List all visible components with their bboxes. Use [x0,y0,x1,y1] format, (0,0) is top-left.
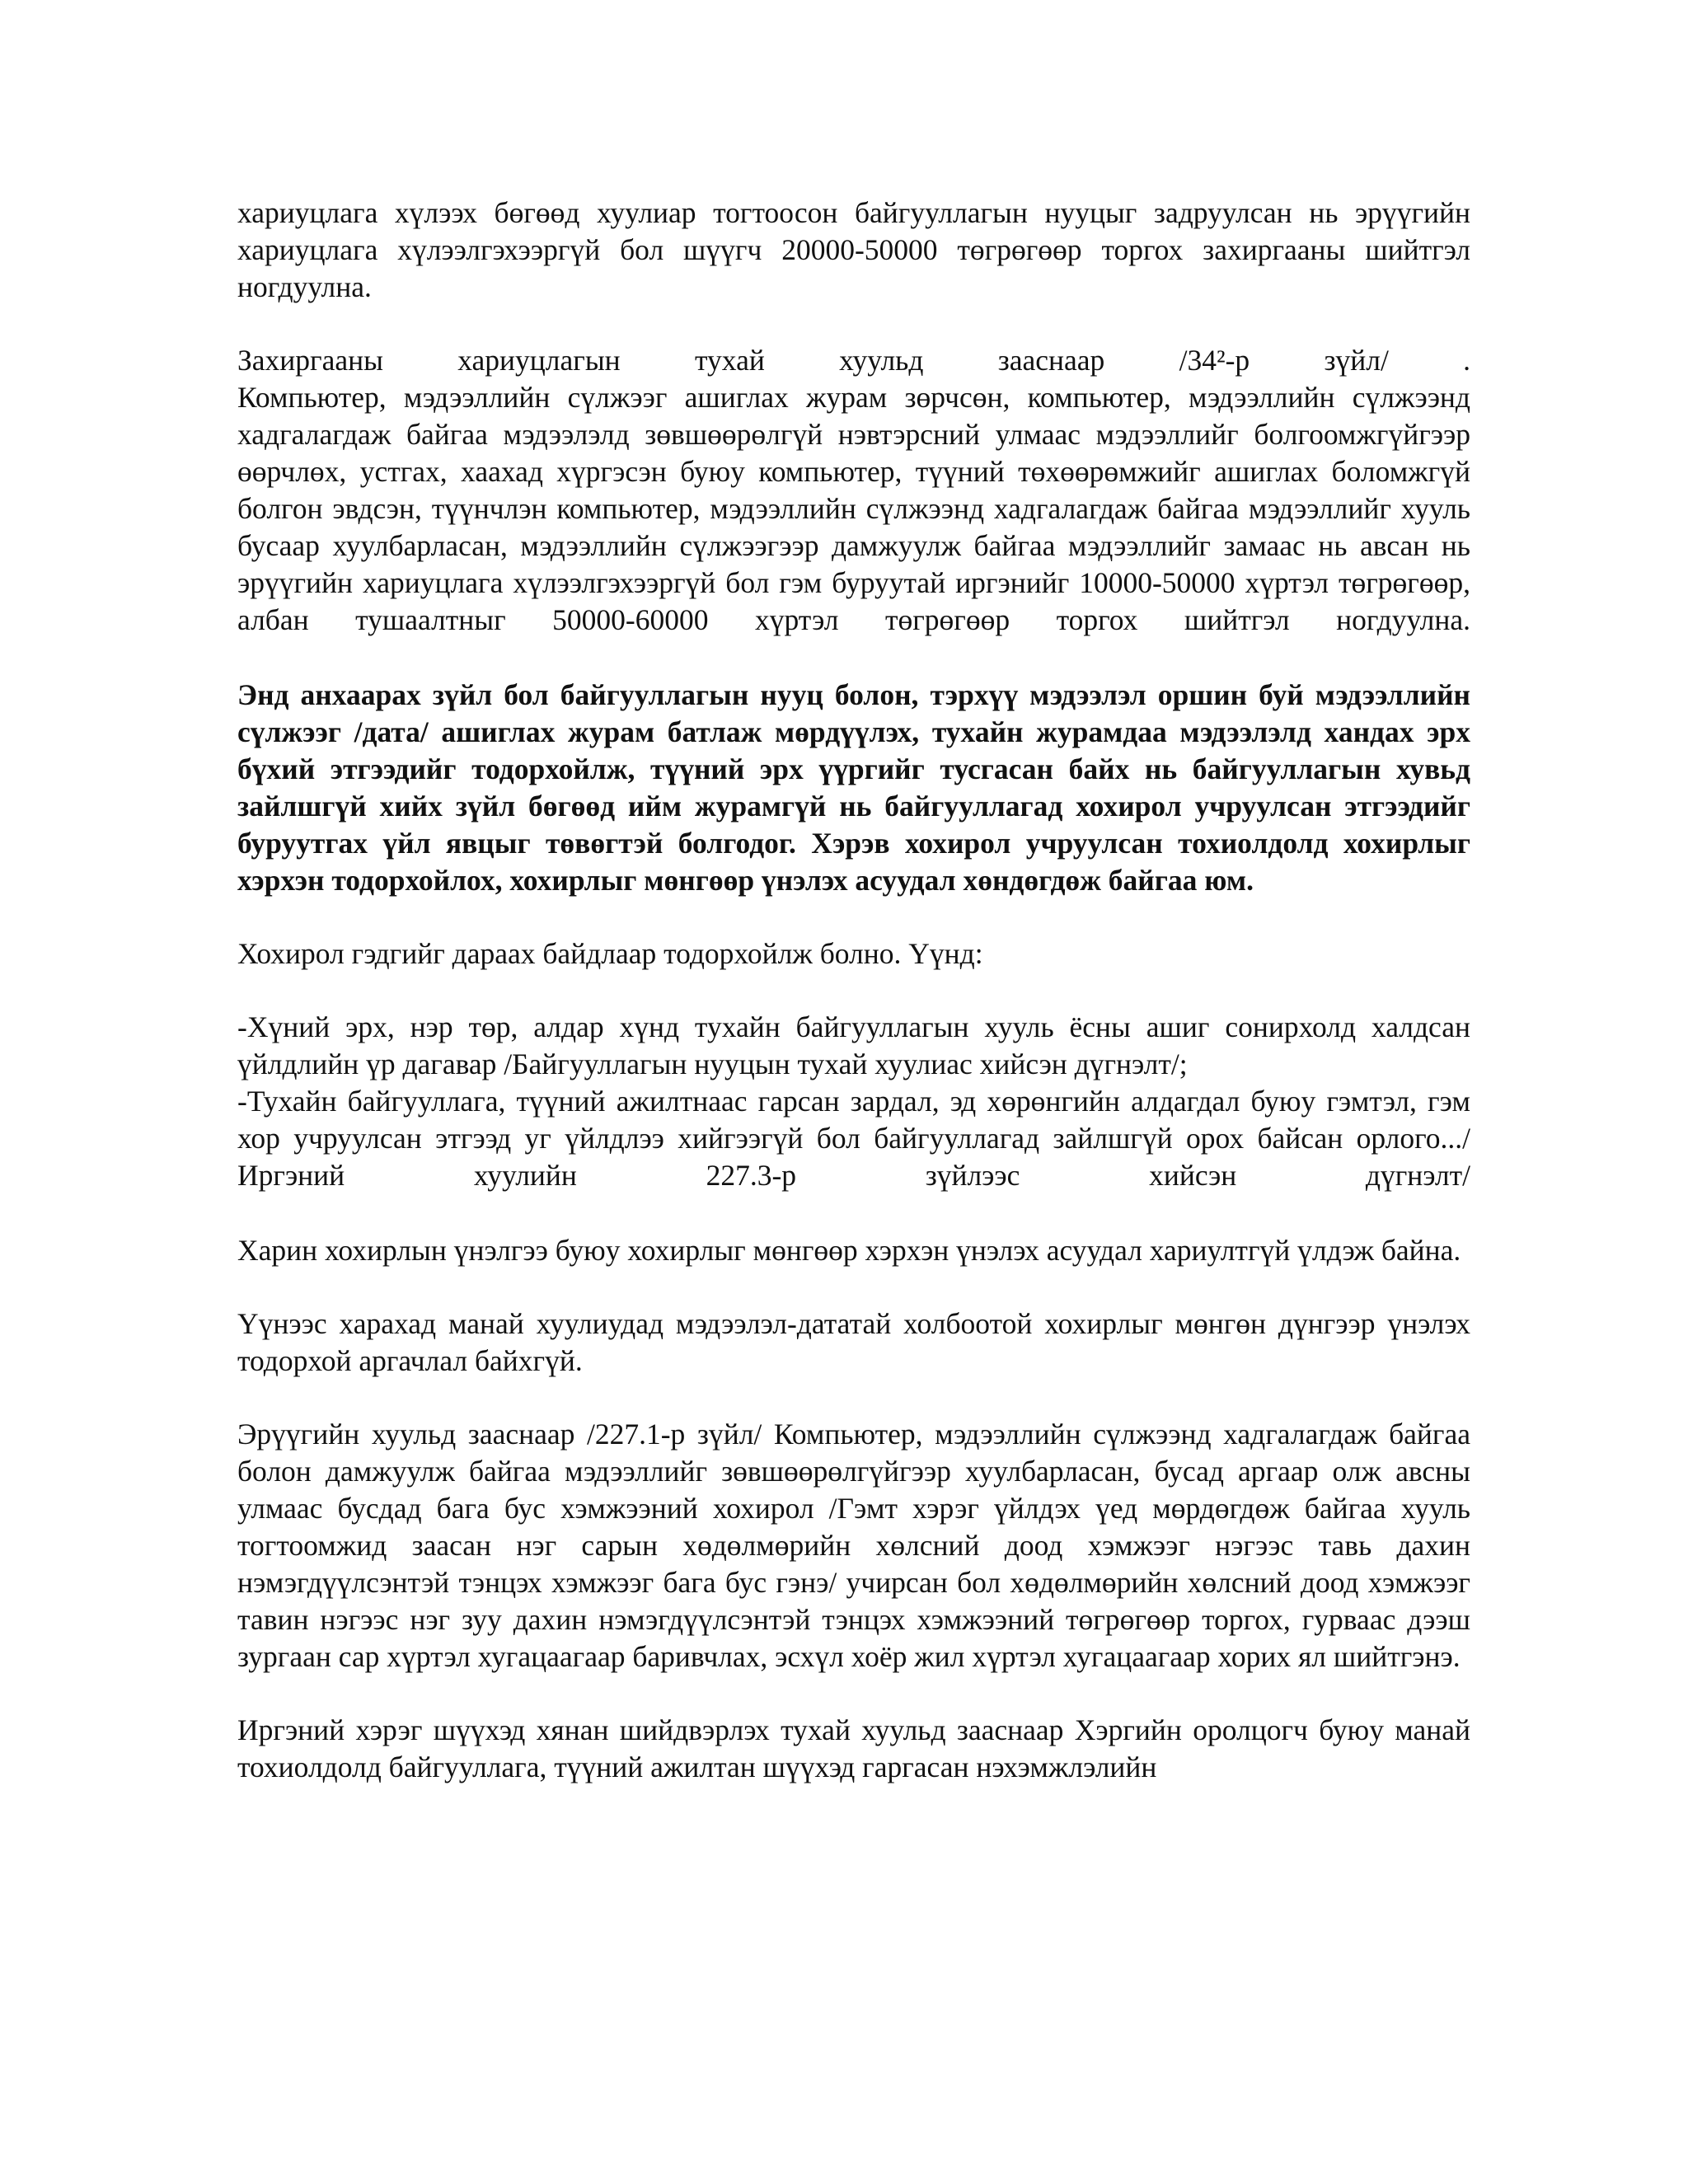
paragraph-3-bold: Энд анхаарах зүйл бол байгууллагын нууц болон, тэрхүү мэдээлэл оршин буй мэдээллийн сүлжээг /дата/ ашиглах журам батлаж мөрдүүлэх, тухайн журамдаа мэдээлэлд хандах эрх бүхий этгээдийг тодорхойлж, түүний эрх үүргийг тусгасан байх нь байгууллагын хувьд зайлшгүй хийх зүйл бөгөөд ийм журамгүй нь байгууллагад хохирол учруулсан этгээдийг буруутгах үйл явцыг төвөгтэй болгодог. Хэрэв хохирол учруулсан тохиолдолд хохирлыг хэрхэн тодорхойлох, хохирлыг мөнгөөр үнэлэх асуудал хөндөгдөж байгаа юм. [237,678,1470,897]
paragraph-7: Харин хохирлын үнэлгээ буюу хохирлыг мөнгөөр хэрхэн үнэлэх асуудал хариултгүй үлдэж байна. [237,1234,1461,1267]
paragraph-5: -Хүний эрх, нэр төр, алдар хүнд тухайн байгууллагын хууль ёсны ашиг сонирхолд халдсан үйлдлийн үр дагавар /Байгууллагын нууцын тухай хуулиас хийсэн дүгнэлт/; [237,1010,1470,1080]
paragraph-10: Иргэний хэрэг шүүхэд хянан шийдвэрлэх тухай хуульд зааснаар Хэргийн оролцогч буюу манай тохиолдолд байгууллага, түүний ажилтан шүүхэд гаргасан нэхэмжлэлийн [237,1713,1470,1783]
document-page [237,194,1470,1786]
paragraph-1: хариуцлага хүлээх бөгөөд хуулиар тогтоосон байгууллагын нууцыг задруулсан нь эрүүгийн хариуцлага хүлээлгэхээргүй бол шүүгч 20000-50000 төгрөгөөр торгох захиргааны шийтгэл ногдуулна. [237,196,1470,303]
paragraph-8: Үүнээс харахад манай хуулиудад мэдээлэл-дататай холбоотой хохирлыг мөнгөн дүнгээр үнэлэх тодорхой аргачлал байхгүй. [237,1307,1470,1377]
paragraph-4: Хохирол гэдгийг дараах байдлаар тодорхойлж болно. Үүнд: [237,937,983,970]
paragraph-9: Эрүүгийн хуульд зааснаар /227.1-р зүйл/ Компьютер, мэдээллийн сүлжээнд хадгалагдаж байгаа болон дамжуулж байгаа мэдээллийг зөвшөөрөлгүйгээр хуулбарласан, бусад аргаар олж авсны улмаас бусдад бага бус хэмжээний хохирол /Гэмт хэрэг үйлдэх үед мөрдөгдөж байгаа хууль тогтоомжид заасан нэг сарын хөдөлмөрийн хөлсний доод хэмжээг нэгээс тавь дахин нэмэгдүүлсэнтэй тэнцэх хэмжээг бага бус гэнэ/ учирсан бол хөдөлмөрийн хөлсний доод хэмжээг тавин нэгээс нэг зуу дахин нэмэгдүүлсэнтэй тэнцэх хэмжээний төгрөгөөр торгох, гурваас дээш зургаан сар хүртэл хугацаагаар баривчлах, эсхүл хоёр жил хүртэл хугацаагаар хорих ял шийтгэнэ. [237,1418,1470,1673]
paragraph-2 [237,342,1470,639]
paragraph-2-first-line: Захиргааны хариуцлагын тухай хуульд зааснаар /34²-р зүйл/ . [237,344,1470,377]
paragraph-6: -Тухайн байгууллага, түүний ажилтнаас гарсан зардал, эд хөрөнгийн алдагдал буюу гэмтэл, гэм хор учруулсан этгээд уг үйлдлээ хийгээгүй бол байгууллагад зайлшгүй орох байсан орлого.../Иргэний хуулийн 227.3-р зүйлээс хийсэн дүгнэлт/ [237,1085,1470,1192]
paragraph-2-body: Компьютер, мэдээллийн сүлжээг ашиглах журам зөрчсөн, компьютер, мэдээллийн сүлжээнд хадгалагдаж байгаа мэдээлэлд зөвшөөрөлгүй нэвтэрсний улмаас мэдээллийг болгоомжгүйгээр өөрчлөх, устгах, хаахад хүргэсэн буюу компьютер, түүний төхөөрөмжийг ашиглах боломжгүй болгон эвдсэн, түүнчлэн компьютер, мэдээллийн сүлжээнд хадгалагдаж байгаа мэдээллийг хууль бусаар хуулбарласан, мэдээллийн сүлжээгээр дамжуулж байгаа мэдээллийг замаас нь авсан нь эрүүгийн хариуцлага хүлээлгэхээргүй бол гэм буруутай иргэнийг 10000-50000 хүртэл төгрөгөөр, албан тушаалтныг 50000-60000 хүртэл төгрөгөөр торгох шийтгэл ногдуулна. [237,381,1470,636]
